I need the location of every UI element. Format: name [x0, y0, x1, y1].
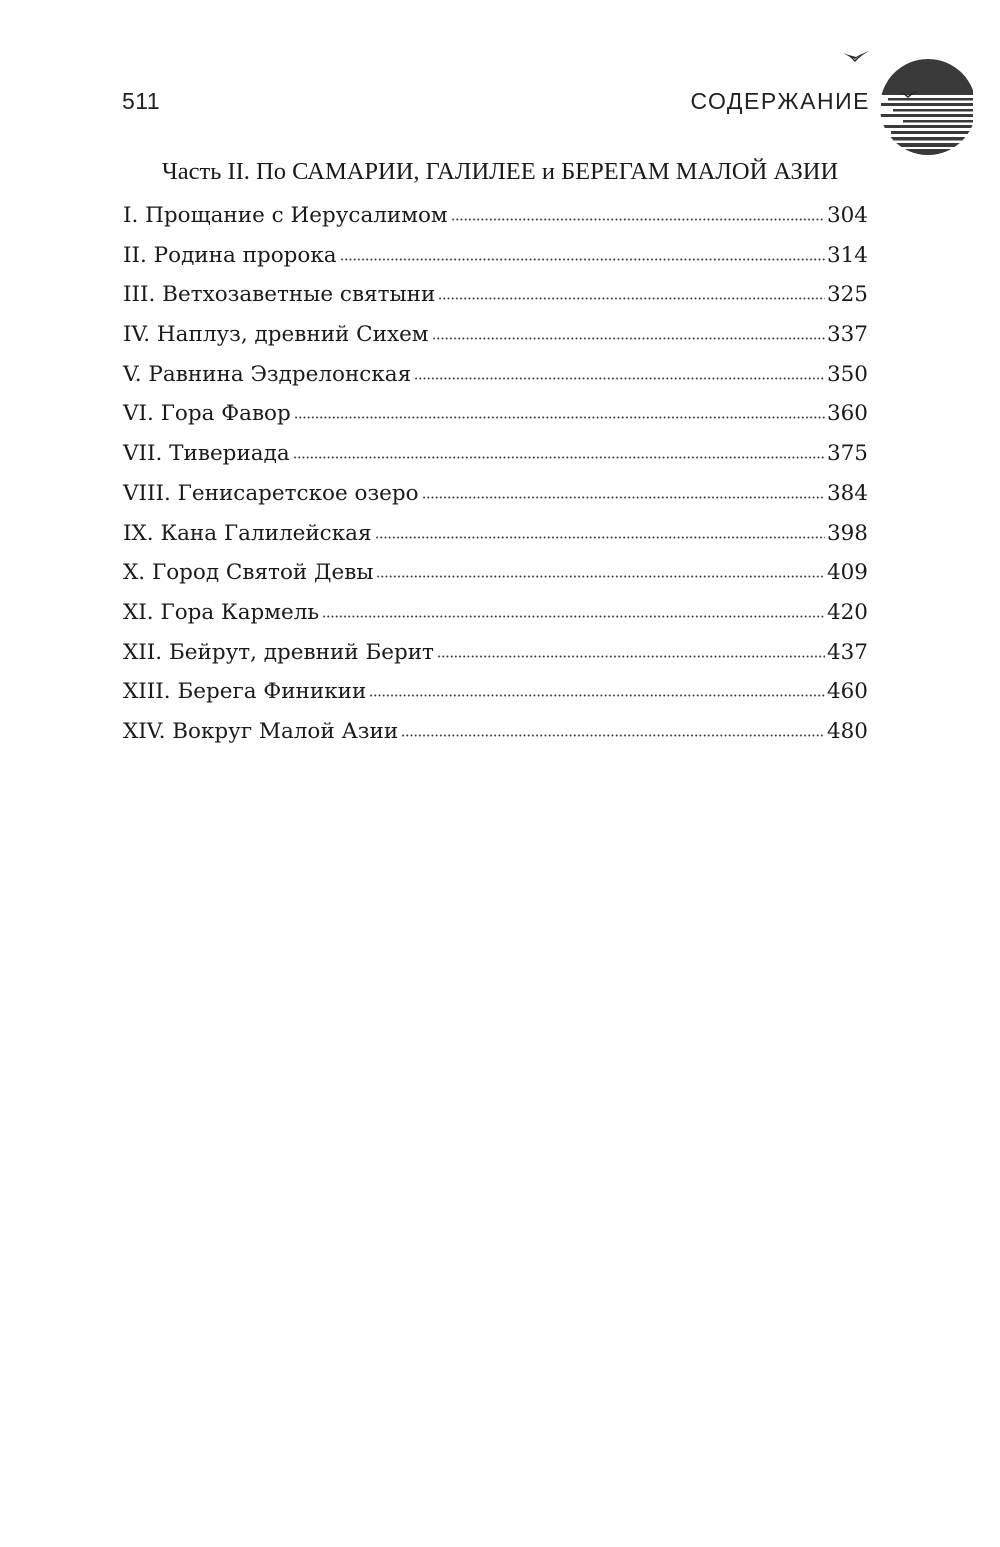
dot-leader: [376, 575, 824, 578]
toc-entry[interactable]: [123, 560, 868, 600]
toc-entry-title: II. Родина пророка: [123, 242, 337, 268]
toc-entry[interactable]: [123, 322, 868, 362]
toc-entry[interactable]: [123, 282, 868, 322]
dot-leader: [432, 337, 825, 340]
dot-leader: [438, 297, 825, 300]
toc-entry-title: VII. Тивериада: [123, 441, 290, 467]
toc-entry-title: IV. Наплуз, древний Сихем: [123, 322, 429, 348]
toc-entry-page: 314: [826, 242, 868, 268]
toc-entry-title: VI. Гора Фавор: [123, 401, 291, 427]
toc-entry[interactable]: [123, 441, 868, 481]
toc-entry-title: XI. Гора Кармель: [123, 599, 320, 625]
toc-entry-title: VIII. Генисаретское озеро: [123, 480, 419, 506]
toc-entry[interactable]: [123, 401, 868, 441]
dot-leader: [322, 615, 825, 618]
dot-leader: [422, 496, 825, 499]
toc-entry-title: X. Город Святой Девы: [123, 560, 374, 586]
table-of-contents: [123, 203, 868, 759]
section-heading: Часть II. По САМАРИИ, ГАЛИЛЕЕ и БЕРЕГАМ МАЛОЙ АЗИИ: [161, 158, 839, 185]
toc-entry[interactable]: [123, 243, 868, 283]
toc-entry-page: 437: [826, 639, 868, 665]
toc-entry-title: V. Равнина Эздрелонская: [123, 361, 412, 387]
toc-entry-page: 480: [826, 718, 868, 744]
toc-entry[interactable]: [123, 521, 868, 561]
dot-leader: [401, 734, 825, 737]
toc-entry[interactable]: [123, 481, 868, 521]
toc-entry-page: 384: [826, 480, 868, 506]
dot-leader: [293, 456, 825, 459]
toc-entry-page: 360: [826, 401, 868, 427]
dot-leader: [437, 655, 825, 658]
toc-entry-page: 325: [826, 282, 868, 308]
moon-with-birds-icon: [833, 42, 973, 162]
toc-entry-title: III. Ветхозаветные святыни: [123, 282, 436, 308]
running-head: СОДЕРЖАНИЕ: [690, 88, 870, 114]
dot-leader: [414, 377, 825, 380]
toc-entry-page: 398: [826, 520, 868, 546]
toc-entry-title: I. Прощание с Иерусалимом: [123, 203, 448, 228]
dot-leader: [340, 258, 825, 261]
toc-entry-page: 375: [826, 441, 868, 467]
dot-leader: [451, 218, 825, 221]
toc-entry-title: XIV. Вокруг Малой Азии: [123, 718, 399, 744]
page-number: 511: [122, 88, 161, 114]
toc-entry[interactable]: [123, 719, 868, 759]
toc-entry-title: IX. Кана Галилейская: [123, 520, 372, 546]
toc-entry-page: 350: [826, 361, 868, 387]
toc-entry-page: 409: [826, 560, 868, 586]
dot-leader: [294, 416, 825, 419]
dot-leader: [369, 694, 825, 697]
toc-entry-title: XII. Бейрут, древний Берит: [123, 639, 434, 665]
toc-entry-title: XIII. Берега Финикии: [123, 679, 367, 705]
toc-entry[interactable]: [123, 679, 868, 719]
toc-entry-page: 460: [826, 679, 868, 705]
toc-entry[interactable]: [123, 362, 868, 402]
toc-entry-page: 304: [826, 203, 868, 228]
toc-entry-page: 420: [826, 599, 868, 625]
toc-entry[interactable]: [123, 640, 868, 680]
dot-leader: [375, 536, 825, 539]
toc-entry-page: 337: [826, 322, 868, 348]
toc-entry[interactable]: [123, 203, 868, 243]
toc-entry[interactable]: [123, 600, 868, 640]
